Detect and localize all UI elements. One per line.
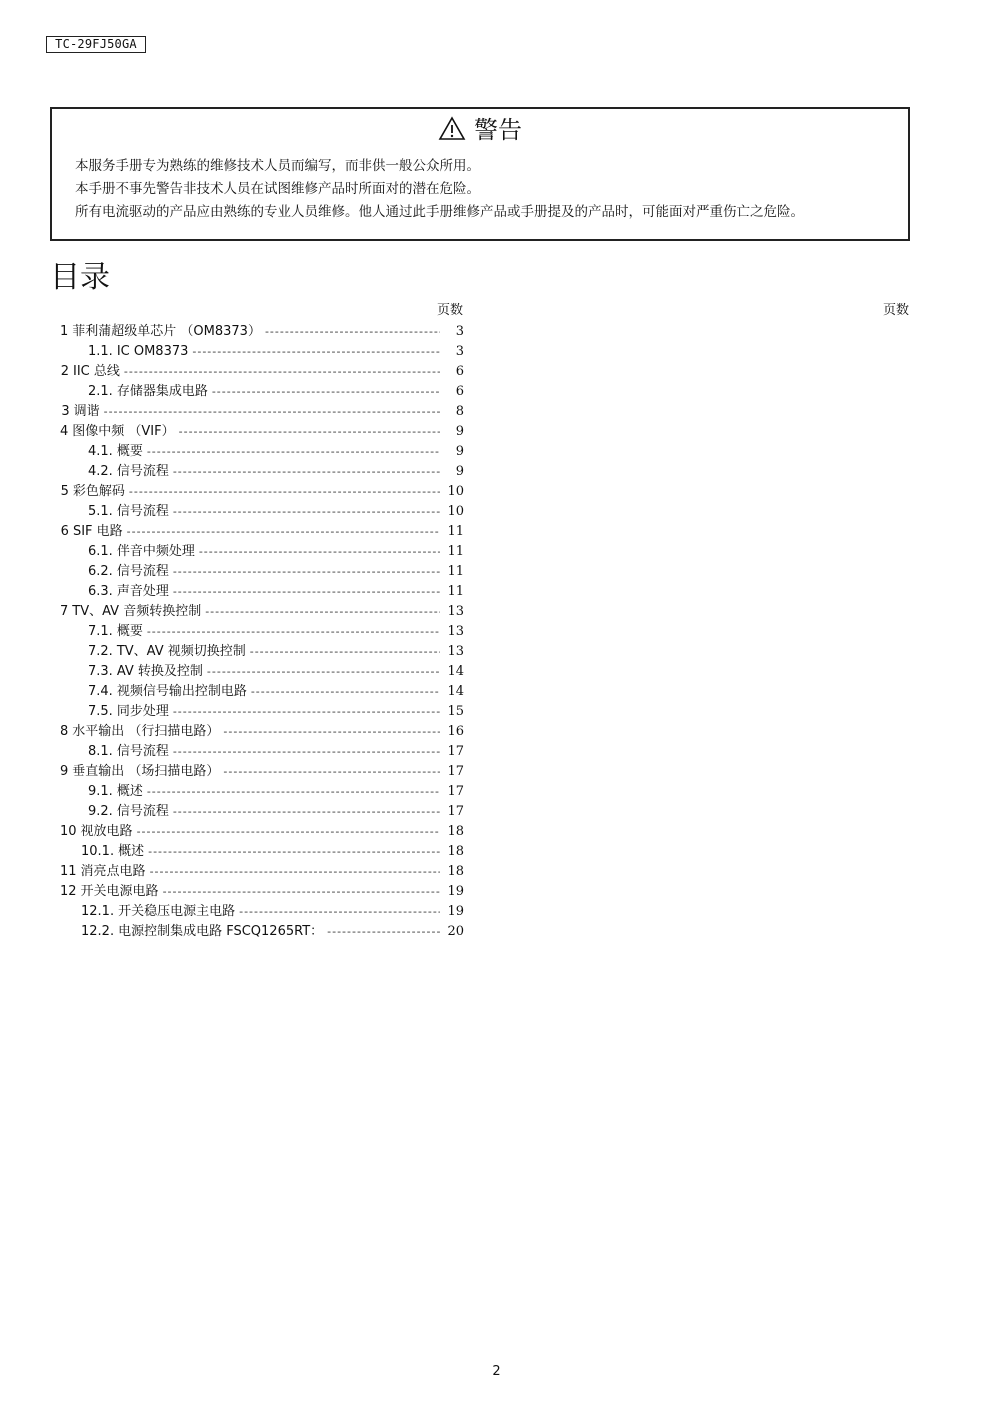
toc-entry-title: 概要 bbox=[116, 624, 143, 639]
toc-entry-title: IC OM8373 bbox=[116, 344, 189, 359]
toc-entry[interactable] bbox=[60, 322, 464, 342]
toc-heading: 目录 bbox=[50, 260, 110, 295]
toc-dot-leader bbox=[265, 322, 440, 342]
toc-entry[interactable] bbox=[60, 682, 464, 702]
toc-entry-page: 11 bbox=[447, 564, 464, 579]
toc-entry-page: 13 bbox=[447, 604, 464, 619]
toc-list bbox=[60, 322, 464, 942]
warning-text bbox=[75, 155, 804, 224]
toc-entry-number: 8.1. bbox=[88, 744, 113, 759]
toc-dot-leader bbox=[104, 402, 440, 422]
warning-line: 所有电流驱动的产品应由熟练的专业人员维修。他人通过此手册维修产品或手册提及的产品时，可能面对严重伤亡之危险。 bbox=[75, 204, 804, 220]
toc-entry[interactable] bbox=[60, 762, 464, 782]
toc-entry-title: 信号流程 bbox=[116, 564, 169, 579]
toc-entry-title: 菲利蒲超级单芯片 （OM8373） bbox=[72, 324, 261, 339]
toc-entry-number: 4 bbox=[60, 424, 69, 439]
toc-entry-title: 彩色解码 bbox=[72, 484, 125, 499]
toc-entry-page: 11 bbox=[447, 544, 464, 559]
toc-entry-number: 10.1. bbox=[81, 844, 115, 859]
toc-entry-page: 17 bbox=[447, 784, 464, 799]
toc-entry-title: 视频信号输出控制电路 bbox=[116, 684, 247, 699]
toc-entry[interactable] bbox=[60, 402, 464, 422]
toc-entry[interactable] bbox=[60, 602, 464, 622]
toc-entry-page: 17 bbox=[447, 804, 464, 819]
toc-entry[interactable] bbox=[60, 622, 464, 642]
toc-dot-leader bbox=[173, 802, 440, 822]
toc-dot-leader bbox=[163, 882, 440, 902]
toc-entry-page: 19 bbox=[447, 904, 464, 919]
toc-dot-leader bbox=[212, 382, 440, 402]
toc-entry-page: 16 bbox=[447, 724, 464, 739]
toc-entry-number: 9.1. bbox=[88, 784, 113, 799]
toc-entry-number: 5 bbox=[60, 484, 69, 499]
toc-entry[interactable] bbox=[60, 802, 464, 822]
toc-entry-title: 垂直输出 （场扫描电路） bbox=[72, 764, 220, 779]
toc-entry[interactable] bbox=[60, 862, 464, 882]
toc-entry-title: 图像中频 （VIF） bbox=[72, 424, 175, 439]
toc-entry-title: 声音处理 bbox=[116, 584, 169, 599]
toc-entry-number: 7.4. bbox=[88, 684, 113, 699]
toc-dot-leader bbox=[223, 722, 440, 742]
toc-entry[interactable] bbox=[60, 342, 464, 362]
toc-entry-title: 开关电源电路 bbox=[80, 884, 159, 899]
toc-entry-page: 3 bbox=[455, 344, 464, 359]
toc-entry-title: 概述 bbox=[116, 784, 143, 799]
toc-entry[interactable] bbox=[60, 542, 464, 562]
toc-entry[interactable] bbox=[60, 882, 464, 902]
toc-entry[interactable] bbox=[60, 822, 464, 842]
toc-entry-title: 开关稳压电源主电路 bbox=[118, 904, 236, 919]
toc-entry[interactable] bbox=[60, 502, 464, 522]
toc-entry-title: 信号流程 bbox=[116, 504, 169, 519]
toc-entry-title: 存储器集成电路 bbox=[116, 384, 208, 399]
toc-entry-page: 13 bbox=[447, 644, 464, 659]
page-number: 2 bbox=[492, 1364, 501, 1379]
toc-dot-leader bbox=[173, 742, 440, 762]
toc-dot-leader bbox=[173, 702, 440, 722]
toc-entry-page: 9 bbox=[455, 444, 464, 459]
toc-entry-title: 调谐 bbox=[73, 404, 100, 419]
toc-entry-title: AV 转换及控制 bbox=[116, 664, 203, 679]
toc-entry-title: 同步处理 bbox=[116, 704, 169, 719]
toc-dot-leader bbox=[148, 842, 440, 862]
toc-entry-page: 14 bbox=[447, 684, 464, 699]
toc-entry[interactable] bbox=[60, 582, 464, 602]
toc-entry-page: 6 bbox=[455, 384, 464, 399]
toc-entry-number: 3 bbox=[61, 404, 70, 419]
toc-entry-page: 11 bbox=[447, 584, 464, 599]
toc-dot-leader bbox=[223, 762, 440, 782]
toc-dot-leader bbox=[239, 902, 440, 922]
toc-entry-title: 概述 bbox=[118, 844, 145, 859]
toc-entry-number: 6.1. bbox=[88, 544, 113, 559]
toc-dot-leader bbox=[173, 562, 440, 582]
toc-entry-title: SIF 电路 bbox=[72, 524, 123, 539]
toc-entry-page: 19 bbox=[447, 884, 464, 899]
toc-entry-title: TV、AV 视频切换控制 bbox=[116, 644, 246, 659]
toc-entry-number: 12 bbox=[60, 884, 77, 899]
toc-entry-page: 18 bbox=[447, 844, 464, 859]
toc-dot-leader bbox=[207, 662, 440, 682]
toc-entry-number: 8 bbox=[60, 724, 69, 739]
toc-dot-leader bbox=[147, 782, 440, 802]
toc-entry-number: 6.2. bbox=[88, 564, 113, 579]
toc-entry-number: 2 bbox=[60, 364, 70, 379]
toc-dot-leader bbox=[150, 862, 440, 882]
toc-entry-number: 10 bbox=[60, 824, 77, 839]
toc-entry-number: 12.2. bbox=[81, 924, 115, 939]
toc-entry-title: 信号流程 bbox=[116, 464, 169, 479]
toc-entry[interactable] bbox=[60, 662, 464, 682]
toc-entry-title: 信号流程 bbox=[116, 744, 169, 759]
toc-entry-page: 17 bbox=[447, 744, 464, 759]
toc-entry-title: TV、AV 音频转换控制 bbox=[72, 604, 202, 619]
toc-dot-leader bbox=[173, 502, 440, 522]
toc-entry-number: 4.1. bbox=[88, 444, 113, 459]
toc-entry-number: 6.3. bbox=[88, 584, 113, 599]
toc-entry-page: 10 bbox=[447, 504, 464, 519]
toc-entry[interactable] bbox=[60, 842, 464, 862]
toc-entry-number: 1 bbox=[60, 324, 69, 339]
toc-dot-leader bbox=[250, 642, 440, 662]
toc-entry-number: 7.5. bbox=[88, 704, 113, 719]
toc-entry[interactable] bbox=[60, 922, 464, 942]
toc-dot-leader bbox=[147, 442, 440, 462]
toc-entry[interactable] bbox=[60, 642, 464, 662]
toc-dot-leader bbox=[173, 462, 440, 482]
warning-triangle-icon bbox=[438, 116, 466, 141]
toc-entry-number: 2.1. bbox=[88, 384, 113, 399]
toc-dot-leader bbox=[124, 362, 440, 382]
toc-entry-page: 11 bbox=[447, 524, 464, 539]
toc-entry-title: 概要 bbox=[116, 444, 143, 459]
toc-entry-title: 视放电路 bbox=[80, 824, 133, 839]
toc-dot-leader bbox=[179, 422, 440, 442]
toc-dot-leader bbox=[205, 602, 440, 622]
toc-entry-number: 7.1. bbox=[88, 624, 113, 639]
toc-entry-number: 12.1. bbox=[81, 904, 115, 919]
toc-entry-page: 9 bbox=[455, 464, 464, 479]
toc-dot-leader bbox=[192, 342, 440, 362]
toc-entry[interactable] bbox=[60, 722, 464, 742]
toc-entry-number: 9.2. bbox=[88, 804, 113, 819]
toc-entry[interactable] bbox=[60, 462, 464, 482]
toc-entry-title: IIC 总线 bbox=[73, 364, 120, 379]
toc-entry-title: 消亮点电路 bbox=[80, 864, 146, 879]
warning-line: 本手册不事先警告非技术人员在试图维修产品时所面对的潜在危险。 bbox=[75, 181, 480, 197]
page-column-label-right: 页数 bbox=[883, 303, 910, 318]
toc-entry-title: 信号流程 bbox=[116, 804, 169, 819]
toc-entry-title: 伴音中频处理 bbox=[116, 544, 195, 559]
toc-entry[interactable] bbox=[60, 782, 464, 802]
toc-entry-page: 17 bbox=[447, 764, 464, 779]
toc-entry-title: 电源控制集成电路 FSCQ1265RT： bbox=[118, 924, 324, 939]
model-number-tag: TC-29FJ50GA bbox=[46, 36, 146, 53]
toc-entry-page: 13 bbox=[447, 624, 464, 639]
toc-entry[interactable] bbox=[60, 382, 464, 402]
toc-entry[interactable] bbox=[60, 522, 464, 542]
toc-entry[interactable] bbox=[60, 702, 464, 722]
toc-entry[interactable] bbox=[60, 482, 464, 502]
page-column-label-left: 页数 bbox=[437, 303, 464, 318]
toc-entry-page: 9 bbox=[455, 424, 464, 439]
toc-entry[interactable] bbox=[60, 902, 464, 922]
toc-entry-page: 20 bbox=[447, 924, 464, 939]
warning-title-text: 警告 bbox=[474, 116, 522, 144]
toc-entry-page: 15 bbox=[447, 704, 464, 719]
toc-entry-page: 8 bbox=[455, 404, 464, 419]
warning-title bbox=[52, 115, 908, 145]
toc-entry-number: 5.1. bbox=[88, 504, 113, 519]
toc-entry[interactable] bbox=[60, 362, 464, 382]
toc-entry-page: 18 bbox=[447, 864, 464, 879]
toc-dot-leader bbox=[173, 582, 440, 602]
toc-entry[interactable] bbox=[60, 742, 464, 762]
toc-entry[interactable] bbox=[60, 442, 464, 462]
warning-box bbox=[50, 107, 910, 241]
toc-entry-title: 水平输出 （行扫描电路） bbox=[72, 724, 220, 739]
toc-dot-leader bbox=[127, 522, 440, 542]
toc-entry-number: 11 bbox=[60, 864, 77, 879]
toc-dot-leader bbox=[251, 682, 440, 702]
toc-dot-leader bbox=[147, 622, 440, 642]
toc-entry-page: 3 bbox=[455, 324, 464, 339]
toc-dot-leader bbox=[327, 922, 440, 942]
toc-entry-page: 14 bbox=[447, 664, 464, 679]
toc-dot-leader bbox=[199, 542, 440, 562]
toc-entry-number: 6 bbox=[60, 524, 69, 539]
toc-entry-page: 10 bbox=[447, 484, 464, 499]
toc-entry[interactable] bbox=[60, 422, 464, 442]
toc-entry-number: 1.1. bbox=[88, 344, 113, 359]
toc-entry-number: 4.2. bbox=[88, 464, 113, 479]
toc-entry-number: 9 bbox=[60, 764, 69, 779]
toc-entry-number: 7 bbox=[60, 604, 69, 619]
toc-entry-number: 7.2. bbox=[88, 644, 113, 659]
toc-entry[interactable] bbox=[60, 562, 464, 582]
warning-line: 本服务手册专为熟练的维修技术人员而编写，而非供一般公众所用。 bbox=[75, 158, 480, 174]
toc-dot-leader bbox=[137, 822, 440, 842]
toc-entry-number: 7.3. bbox=[88, 664, 113, 679]
toc-dot-leader bbox=[129, 482, 440, 502]
toc-entry-page: 6 bbox=[455, 364, 464, 379]
toc-entry-page: 18 bbox=[447, 824, 464, 839]
